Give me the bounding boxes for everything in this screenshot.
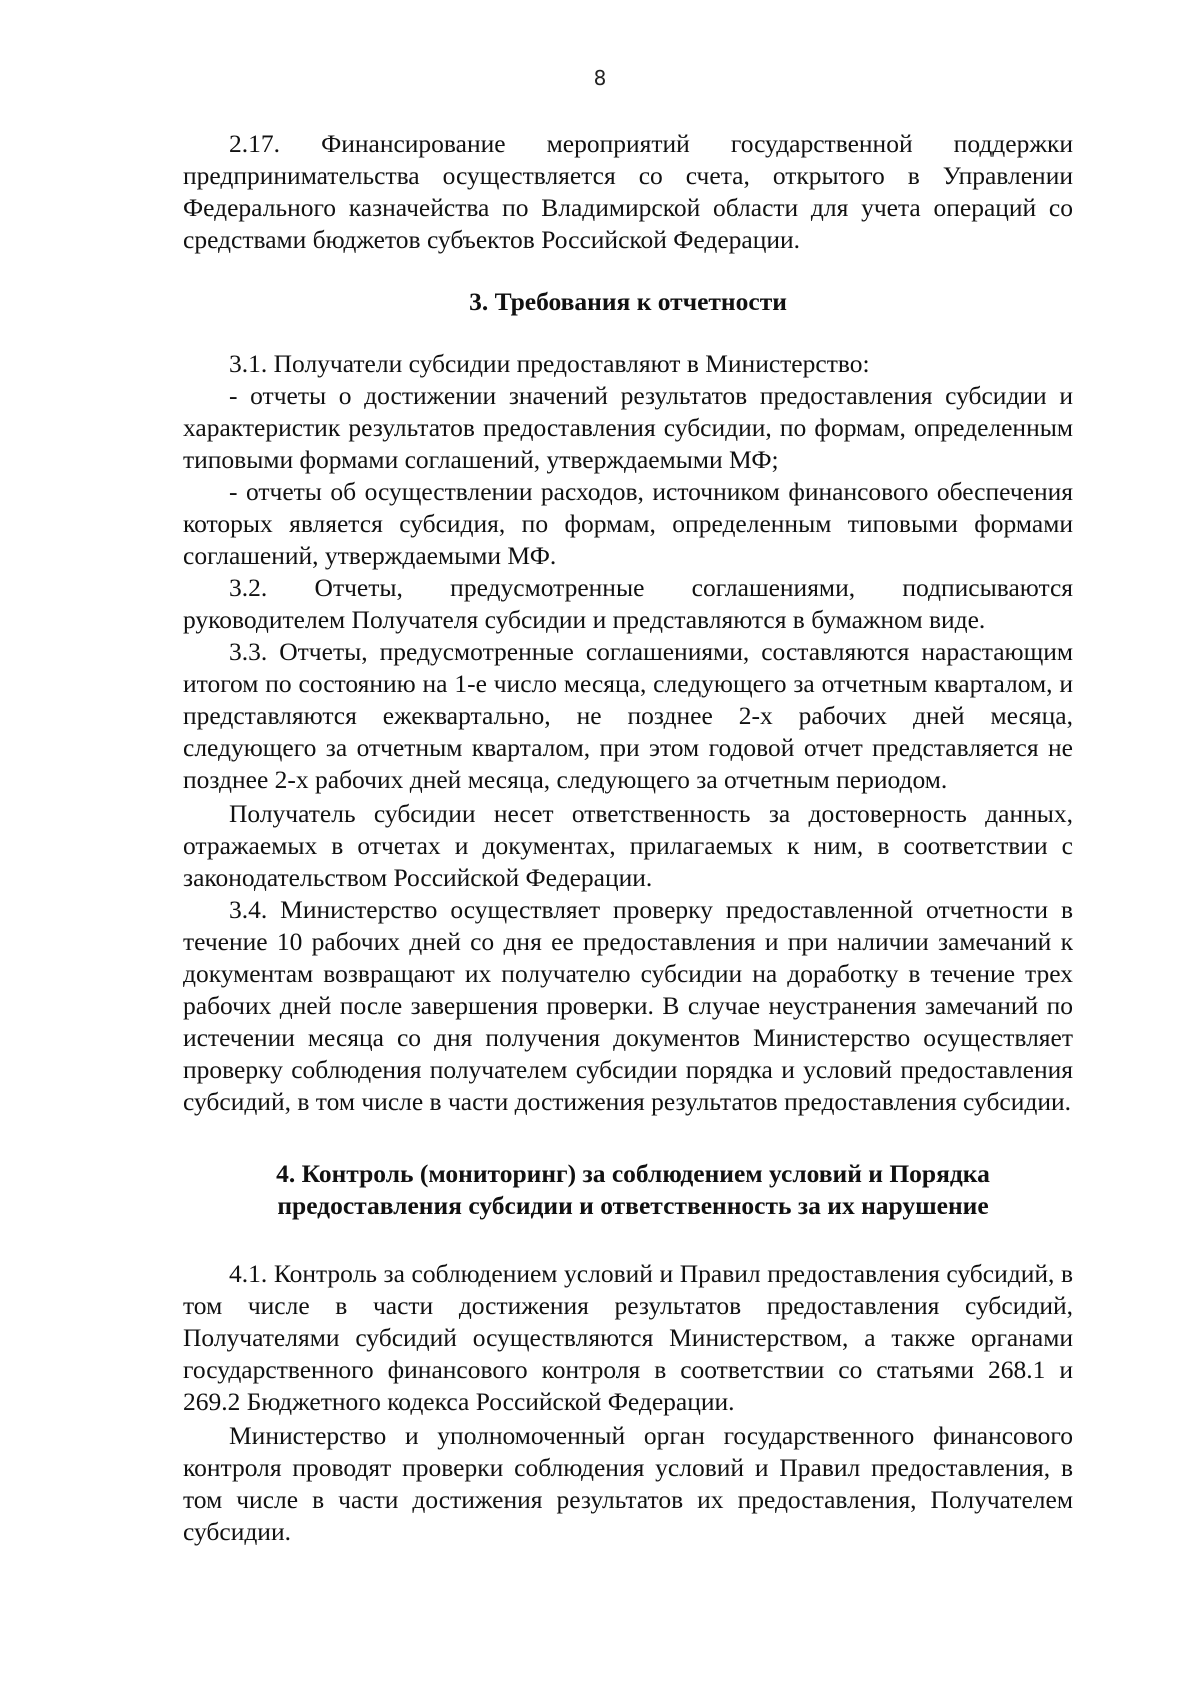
page-number: 8 [593,66,607,90]
section-4-heading [193,1158,1073,1222]
paragraph-2-17: 2.17. Финансирование мероприятий государственной поддержки предпринимательства осуществляется со счета, открытого в Управлении Федерального казначейства по Владимирской области для учета операций со средствами бюджетов субъектов Российской Федерации. [183,129,1073,254]
paragraph-3-1: 3.1. Получатели субсидии предоставляют в Министерство: [229,349,870,378]
document-body [183,128,1073,1548]
section-3-heading: 3. Требования к отчетности [469,287,787,316]
paragraph-3-3: 3.3. Отчеты, предусмотренные соглашениями, составляются нарастающим итогом по состоянию на 1-е число месяца, следующего за отчетным кварталом, и представляются ежеквартально, не позднее 2-х рабочих дней месяца, следующего за отчетным кварталом, при этом годовой отчет представляется не позднее 2-х рабочих дней месяца, следующего за отчетным периодом. [183,637,1073,794]
paragraph-3-4: 3.4. Министерство осуществляет проверку предоставленной отчетности в течение 10 рабочих дней со дня ее предоставления и при наличии замечаний к документам возвращают их получателю субсидии на доработку в течение трех рабочих дней после завершения проверки. В случае неустранения замечаний по истечении месяца со дня получения документов Министерство осуществляет проверку соблюдения получателем субсидии порядка и условий предоставления субсидий, в том числе в части достижения результатов предоставления субсидии. [183,895,1073,1116]
paragraph-3-1-item-2: - отчеты об осуществлении расходов, источником финансового обеспечения которых является субсидия, по формам, определенным типовыми формами соглашений, утверждаемыми МФ. [183,477,1073,570]
paragraph-4-1-inspection: Министерство и уполномоченный орган государственного финансового контроля проводят проверки соблюдения условий и Правил предоставления, в том числе в части достижения результатов их предоставления, Получателем субсидии. [183,1421,1073,1546]
paragraph-3-1-item-1: - отчеты о достижении значений результатов предоставления субсидии и характеристик результатов предоставления субсидии, по формам, определенным типовыми формами соглашений, утверждаемыми МФ; [183,381,1073,474]
section-4-heading-line-2: предоставления субсидии и ответственность за их нарушение [277,1191,989,1220]
paragraph-3-2: 3.2. Отчеты, предусмотренные соглашениями, подписываются руководителем Получателя субсидии и представляются в бумажном виде. [183,573,1073,634]
paragraph-3-3-responsibility: Получатель субсидии несет ответственность за достоверность данных, отражаемых в отчетах и документах, прилагаемых к ним, в соответствии с законодательством Российской Федерации. [183,799,1073,892]
section-4-heading-line-1: 4. Контроль (мониторинг) за соблюдением условий и Порядка [276,1159,990,1188]
paragraph-4-1: 4.1. Контроль за соблюдением условий и Правил предоставления субсидий, в том числе в части достижения результатов предоставления субсидий, Получателями субсидий осуществляются Министерством, а также органами государственного финансового контроля в соответствии со статьями 268.1 и 269.2 Бюджетного кодекса Российской Федерации. [183,1259,1073,1416]
